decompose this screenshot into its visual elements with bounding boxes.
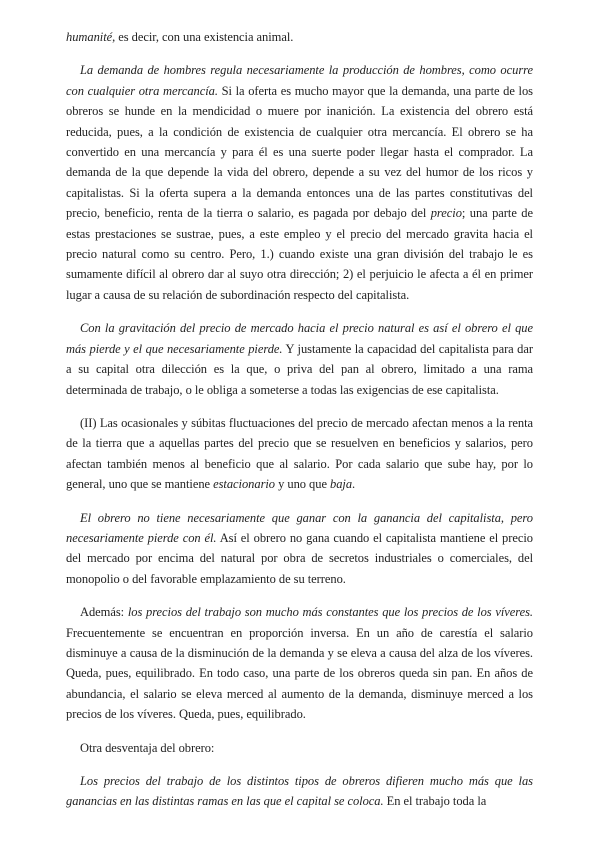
text-segment: Con la gravitación del precio de mercado hacia el precio natural es así el obrero el que más pierde y el que necesariamente pierde. (66, 321, 533, 356)
paragraph-5 (66, 602, 533, 724)
paragraph-0 (66, 27, 533, 47)
text-segment: , es decir, con una existencia animal. (112, 30, 294, 44)
text-segment: Y justamente la capacidad del capitalista para dar a su capital otra dilección es la que, o priva del pan al obrero, limitado a una rama determinada de trabajo, o le obliga a someterse a todas las exigencias de ese capitalista. (66, 341, 533, 397)
text-segment: Así el obrero no gana cuando el capitalista mantiene el precio del mercado por encima del natural por obra de secretos industriales o comerciales, del monopolio o del favorable emplazamiento de su terreno. (66, 530, 533, 586)
text-segment: los precios del trabajo son mucho más constantes que los precios de los víveres. (127, 605, 533, 620)
text-segment: estacionario (213, 477, 276, 492)
paragraph-7 (66, 771, 533, 812)
paragraph-6 (66, 738, 533, 758)
text-segment: La demanda de hombres regula necesariamente la producción de hombres, como ocurre con cualquier otra mercancía. (66, 63, 533, 98)
document-body (66, 27, 533, 825)
text-segment: En el trabajo toda la (383, 794, 487, 809)
paragraph-2 (66, 318, 533, 400)
text-segment: (II) Las ocasionales y súbitas fluctuaciones del precio de mercado afectan menos a la renta de la tierra que a aquellas partes del precio que se resuelven en beneficios y salarios, pero afectan también menos al beneficio que al salario. Por cada salario que sube hay, por lo general, uno que se mantiene (66, 415, 533, 492)
text-segment: humanité (66, 30, 113, 44)
paragraph-1 (66, 60, 533, 305)
text-segment: baja (330, 477, 353, 492)
paragraph-4 (66, 508, 533, 590)
text-segment: El obrero no tiene necesariamente que ganar con la ganancia del capitalista, pero necesariamente pierde con él. (66, 510, 533, 545)
text-segment: . (352, 477, 356, 492)
paragraph-3 (66, 413, 533, 495)
text-segment: Si la oferta es mucho mayor que la demanda, una parte de los obreros se hunde en la mendicidad o muere por inanición. La existencia del obrero está reducida, pues, a la condición de existencia de cualquier otra mercancía. El obrero se ha convertido en una mercancía y para él es una suerte poder llegar hasta el comprador. La demanda de la que depende la vida del obrero, depende a su vez del humor de los ricos y capitalistas. Si la oferta supera a la demanda entonces una de las partes constitutivas del precio, beneficio, renta de la tierra o salario, es pagada por debajo del (66, 83, 533, 221)
text-segment: Los precios del trabajo de los distintos tipos de obreros difieren mucho más que las ganancias en las distintas ramas en las que el capital se coloca. (66, 774, 533, 809)
text-segment: precio (430, 206, 462, 221)
text-segment: Frecuentemente se encuentran en proporción inversa. En un año de carestía el salario disminuye a causa de la disminución de la demanda y se eleva a causa del alza de los víveres. Queda, pues, equilibrado. En todo caso, una parte de los obreros queda sin pan. En años de abundancia, el salario se eleva merced al aumento de la demanda, disminuye merced a los precios de los víveres. Queda, pues, equilibrado. (66, 625, 533, 722)
text-segment: y uno que (275, 477, 331, 492)
text-segment: Además: (80, 605, 128, 620)
text-segment: Otra desventaja del obrero: (80, 740, 215, 755)
text-segment: ; una parte de estas prestaciones se sustrae, pues, a este empleo y el precio del mercado gravita hacia el precio natural como su centro. Pero, 1.) cuando existe una gran división del trabajo le es sumamente difícil al obrero dar al suyo otra dirección; 2) el perjuicio le afecta a él en primer lugar a causa de su relación de subordinación respecto del capitalista. (66, 206, 533, 302)
